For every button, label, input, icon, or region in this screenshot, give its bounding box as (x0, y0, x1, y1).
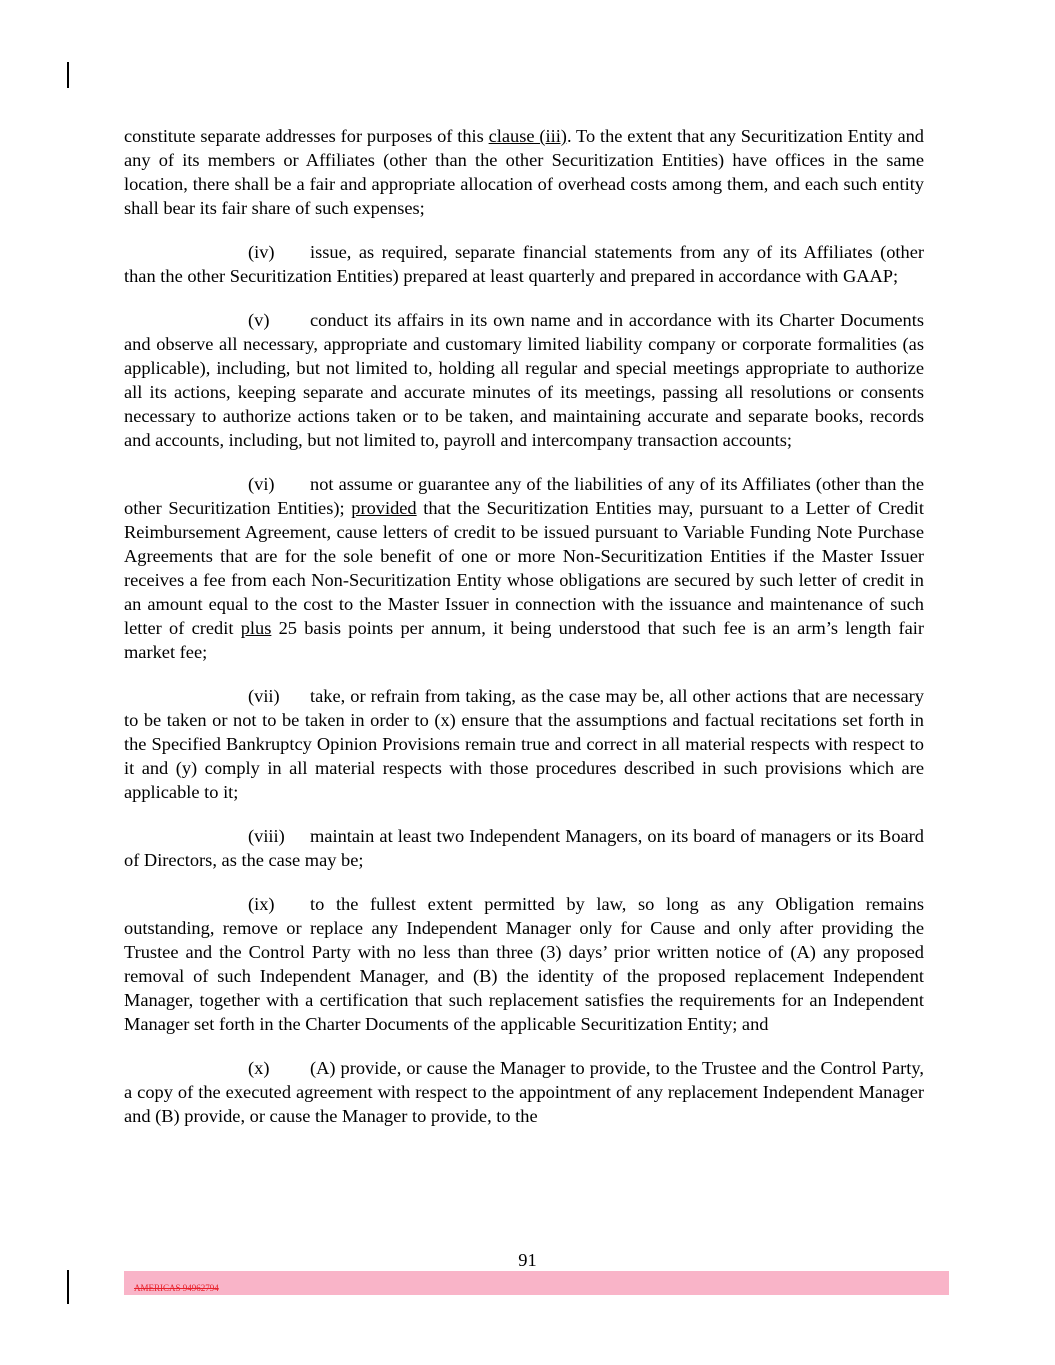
list-item-v (124, 309, 924, 452)
list-item-vii (124, 685, 924, 805)
item-text: to the fullest extent permitted by law, so long as any Obligation remains outstanding, remove or replace any Independent Manager only for Cause and only after providing the Trustee and the Control Party with no less than three (3) days’ prior written notice of (A) any proposed removal of such Independent Manager, and (B) the identity of the proposed replacement Independent Manager, together with a certification that such replacement satisfies the requirements for an Independent Manager set forth in the Charter Documents of the applicable Securitization Entity; and (124, 894, 924, 1034)
item-text: issue, as required, separate financial statements from any of its Affiliates (other than the other Securitization Entities) prepared at least quarterly and prepared in accordance with GAAP; (124, 242, 924, 287)
list-item-ix (124, 893, 924, 1036)
list-item-viii (124, 825, 924, 873)
document-id: AMERICAS 94962794 (134, 1283, 219, 1293)
item-number: (ix) (248, 894, 275, 915)
underlined-term-provided: provided (351, 498, 417, 519)
list-item-iv (124, 241, 924, 289)
item-text: maintain at least two Independent Managers, on its board of managers or its Board of Directors, as the case may be; (124, 826, 924, 871)
clause-reference: clause (iii) (488, 126, 567, 146)
item-number: (vi) (248, 474, 275, 495)
item-text: take, or refrain from taking, as the case may be, all other actions that are necessary to be taken or not to be taken in order to (x) ensure that the assumptions and factual recitations set forth in the Specified Bankruptcy Opinion Provisions remain true and correct in all material respects with respect to it and (y) comply in all material respects with those procedures described in such provisions which are applicable to it; (124, 686, 924, 802)
list-item-x (124, 1057, 924, 1129)
item-number: (iv) (248, 242, 275, 263)
list-item-vi: (vi) not assume or guarantee any of the liabilities of any of its Affiliates (other than the other Securitization Entities); provided that the Securitization Entities may, pursuant to a Letter of Credit Reimbursement Agreement, cause letters of credit to be issued pursuant to Variable Funding Note Purchase Agreements that are for the sole benefit of one or more Non-Securitization Entities if the Master Issuer receives a fee from each Non-Securitization Entity whose obligations are secured by such letter of credit in an amount equal to the cost to the Master Issuer in connection with the issuance and maintenance of such letter of credit plus 25 basis points per annum, it being understood that such fee is an arm’s length fair market fee; (124, 474, 925, 662)
revision-change-bar-top (67, 62, 69, 88)
item-text: conduct its affairs in its own name and in accordance with its Charter Documents and observe all necessary, appropriate and customary limited liability company or corporate formalities (as applicable), including, but not limited to, holding all regular and special meetings appropriate to authorize all its actions, keeping separate and accurate minutes of its meetings, passing all resolutions or consents necessary to authorize actions taken or to be taken, and maintaining accurate and separate books, records and accounts, including, but not limited to, payroll and intercompany transaction accounts; (124, 310, 924, 450)
revision-change-bar-bottom (67, 1270, 69, 1304)
item-number: (v) (248, 310, 270, 331)
document-body (124, 125, 924, 1150)
item-number: (vii) (248, 686, 280, 707)
paragraph-continuation: constitute separate addresses for purposes of this clause (iii). To the extent that any Securitization Entity and any of its members or Affiliates (other than the other Securitization Entities) have offices in the same location, there shall be a fair and appropriate allocation of overhead costs among them, and each such entity shall bear its fair share of such expenses; (124, 126, 924, 218)
item-text: (A) provide, or cause the Manager to provide, to the Trustee and the Control Party, a copy of the executed agreement with respect to the appointment of any replacement Independent Manager and (B) provide, or cause the Manager to provide, to the (124, 1058, 924, 1127)
item-number: (x) (248, 1058, 270, 1079)
item-number: (viii) (248, 826, 285, 847)
footer-doc-id-band (124, 1271, 949, 1295)
underlined-term-plus: plus (240, 617, 272, 638)
page-number: 91 (518, 1250, 537, 1270)
